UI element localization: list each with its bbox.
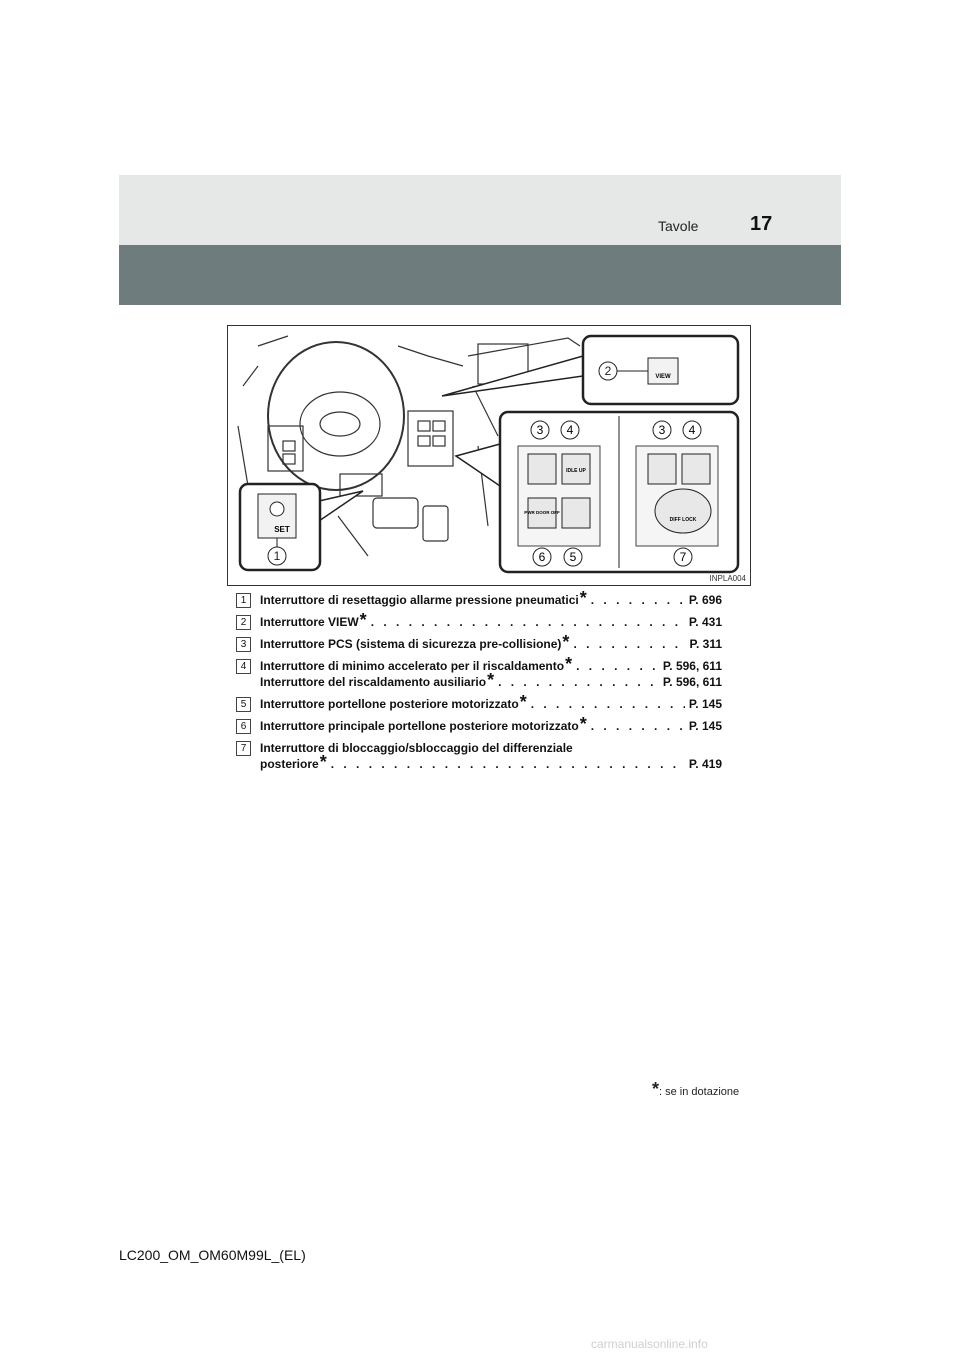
callout-4b: 4 xyxy=(688,423,696,437)
switch-list xyxy=(236,588,722,778)
watermark: carmanualsonline.info xyxy=(591,1337,708,1351)
callout-3b: 3 xyxy=(658,423,666,437)
page-reference-link[interactable]: P. 696 xyxy=(688,593,722,607)
callout-2: 2 xyxy=(604,364,612,378)
callout-7: 7 xyxy=(679,550,687,564)
set-label: SET xyxy=(274,525,290,534)
callout-1: 1 xyxy=(273,549,281,563)
item-number: 5 xyxy=(236,697,251,712)
page-reference-link[interactable]: P. 145 xyxy=(688,697,722,711)
callout-3a: 3 xyxy=(536,423,544,437)
list-item: 2 Interruttore VIEW * . . . P. 431 xyxy=(236,614,722,630)
set-switch-inset xyxy=(240,484,363,570)
item-number: 7 xyxy=(236,741,251,756)
view-label: VIEW xyxy=(655,374,671,380)
item-number: 1 xyxy=(236,593,251,608)
page-reference-link[interactable]: P. 596, 611 xyxy=(662,675,722,689)
idle-up-label: IDLE UP xyxy=(566,468,586,474)
callout-4a: 4 xyxy=(566,423,574,437)
list-item: 1 Interruttore di resettaggio allarme pressione pneumatici * . . . P. 696 xyxy=(236,592,722,608)
item-number: 6 xyxy=(236,719,251,734)
diff-lock-label: DIFF LOCK xyxy=(669,517,697,523)
list-item: 5 Interruttore portellone posteriore motorizzato * . . . P. 145 xyxy=(236,696,722,712)
page-reference-link[interactable]: P. 419 xyxy=(688,757,722,771)
footnote: *: se in dotazione xyxy=(652,1079,740,1099)
page-reference-link[interactable]: P. 311 xyxy=(689,637,722,651)
list-item: 7 Interruttore di bloccaggio/sbloccaggio del differenziale posteriore * . . . P. 419 xyxy=(236,740,722,772)
pwr-door-off-label: PWR DOOR OFF xyxy=(524,510,560,515)
list-item: 6 Interruttore principale portellone posteriore motorizzato * . . . P. 145 xyxy=(236,718,722,734)
header-band xyxy=(119,175,841,245)
page-reference-link[interactable]: P. 145 xyxy=(688,719,722,733)
item-number: 2 xyxy=(236,615,251,630)
document-code: LC200_OM_OM60M99L_(EL) xyxy=(119,1247,306,1263)
list-item: 4 Interruttore di minimo accelerato per il riscaldamento * . . . P. 596, 611 Interruttore del riscaldamento ausiliario * . . . P. 596, 611 xyxy=(236,658,722,690)
callout-6: 6 xyxy=(538,550,546,564)
item-number: 4 xyxy=(236,659,251,674)
dashboard-illustration xyxy=(227,325,751,586)
view-switch-inset xyxy=(442,336,738,404)
console-switch-inset xyxy=(456,412,738,572)
page-number: 17 xyxy=(750,213,773,235)
list-item: 3 Interruttore PCS (sistema di sicurezza pre-collisione) * . . . P. 311 xyxy=(236,636,722,652)
steering-wheel xyxy=(268,342,404,490)
callout-5: 5 xyxy=(569,550,577,564)
page-reference-link[interactable]: P. 431 xyxy=(688,615,722,629)
item-number: 3 xyxy=(236,637,251,652)
page-reference-link[interactable]: P. 596, 611 xyxy=(662,659,722,673)
header-bar xyxy=(119,245,841,305)
figure-code: INPLA004 xyxy=(709,574,746,583)
section-title: Tavole xyxy=(658,218,699,234)
